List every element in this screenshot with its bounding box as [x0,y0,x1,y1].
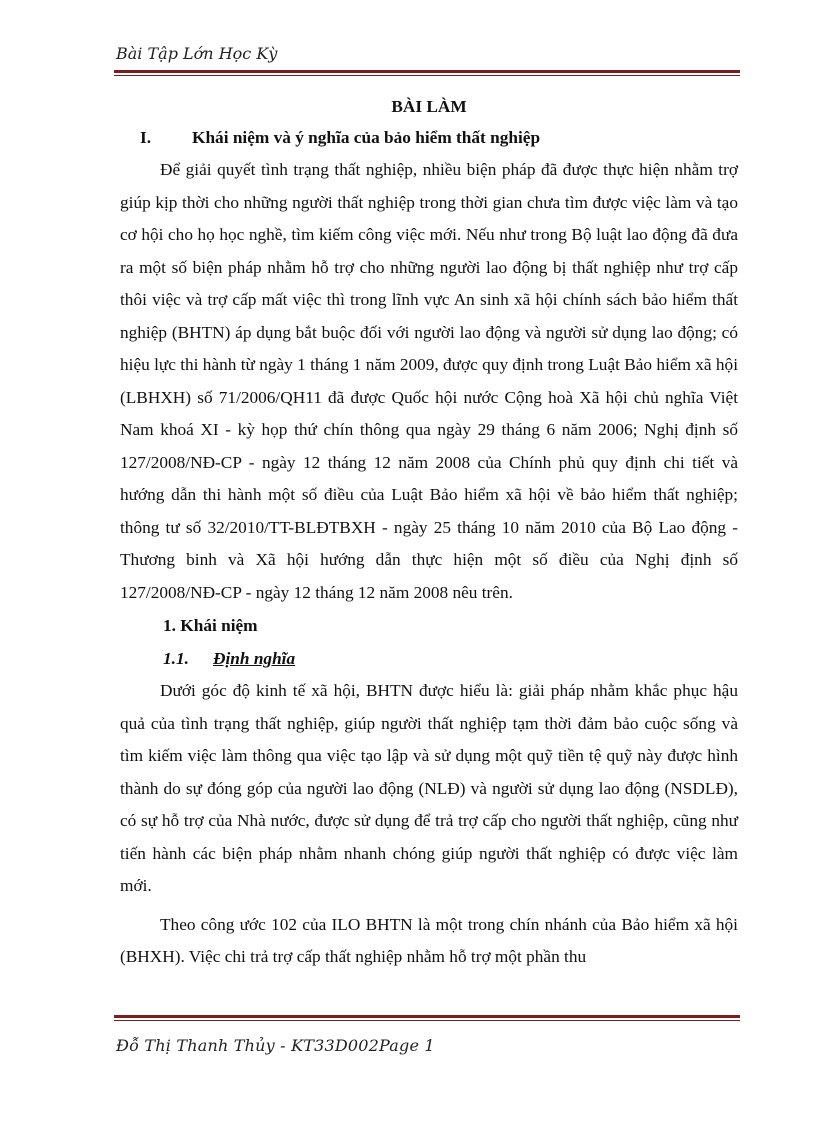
section-number: I. [140,128,152,147]
paragraph-ilo: Theo công ước 102 của ILO BHTN là một trong chín nhánh của Bảo hiểm xã hội (BHXH). Việc chi trả trợ cấp thất nghiệp nhằm hỗ trợ một phần thu [120,914,738,966]
section-heading-1 [120,122,738,154]
paragraph-intro: Để giải quyết tình trạng thất nghiệp, nhiều biện pháp đã được thực hiện nhằm trợ giúp kịp thời cho những người thất nghiệp trong thời gian chưa tìm được việc làm và tạo cơ hội cho họ học nghề, tìm kiếm công việc mới. Nếu như trong Bộ luật lao động đã đưa ra một số biện pháp nhằm hỗ trợ cho những người lao động bị thất nghiệp như trợ cấp thôi việc và trợ cấp mất việc thì trong lĩnh vực An sinh xã hội chính sách bảo hiểm thất nghiệp (BHTN) áp dụng bắt buộc đối với người lao động và người sử dụng lao động; có hiệu lực thi hành từ ngày 1 tháng 1 năm 2009, được quy định trong Luật Bảo hiểm xã hội (LBHXH) số 71/2006/QH11 đã được Quốc hội nước Cộng hoà Xã hội chủ nghĩa Việt Nam khoá XI - kỳ họp thứ chín thông qua ngày 29 tháng 6 năm 2006; Nghị định số 127/2008/NĐ-CP - ngày 12 tháng 12 năm 2008 của Chính phủ quy định chi tiết và hướng dẫn thi hành một số điều của Luật Bảo hiểm xã hội về bảo hiểm thất nghiệp; thông tư số 32/2010/TT-BLĐTBXH - ngày 25 tháng 10 năm 2010 của Bộ Lao động - Thương binh và Xã hội hướng dẫn thực hiện một số điều của Nghị định số 127/2008/NĐ-CP - ngày 12 tháng 12 năm 2008 nêu trên. [120,160,738,602]
page-header: Bài Tập Lớn Học Kỳ [116,44,278,63]
subsection-heading-khai-niem: 1. Khái niệm [163,616,258,635]
document-body [120,91,738,974]
page-footer: Đỗ Thị Thanh Thủy - KT33D002Page 1 [116,1036,435,1055]
header-rule [114,70,740,76]
footer-rule [114,1015,740,1021]
page-title: BÀI LÀM [391,97,467,116]
subsection-title: Định nghĩa [213,649,296,668]
subsection-heading-dinh-nghia [120,642,738,675]
section-title: Khái niệm và ý nghĩa của bảo hiểm thất nghiệp [192,128,541,147]
subsection-number: 1.1. [163,649,189,668]
paragraph-definition: Dưới góc độ kinh tế xã hội, BHTN được hiểu là: giải pháp nhằm khắc phục hậu quả của tình trạng thất nghiệp, giúp người thất nghiệp tạm thời đảm bảo cuộc sống và tìm kiếm việc làm thông qua việc tạo lập và sử dụng một quỹ tiền tệ quỹ này được hình thành do sự đóng góp của người lao động (NLĐ) và người sử dụng lao động (NSDLĐ), có sự hỗ trợ của Nhà nước, được sử dụng để trả trợ cấp cho người thất nghiệp, cũng như tiến hành các biện pháp nhằm nhanh chóng giúp người thất nghiệp có được việc làm mới. [120,681,738,895]
